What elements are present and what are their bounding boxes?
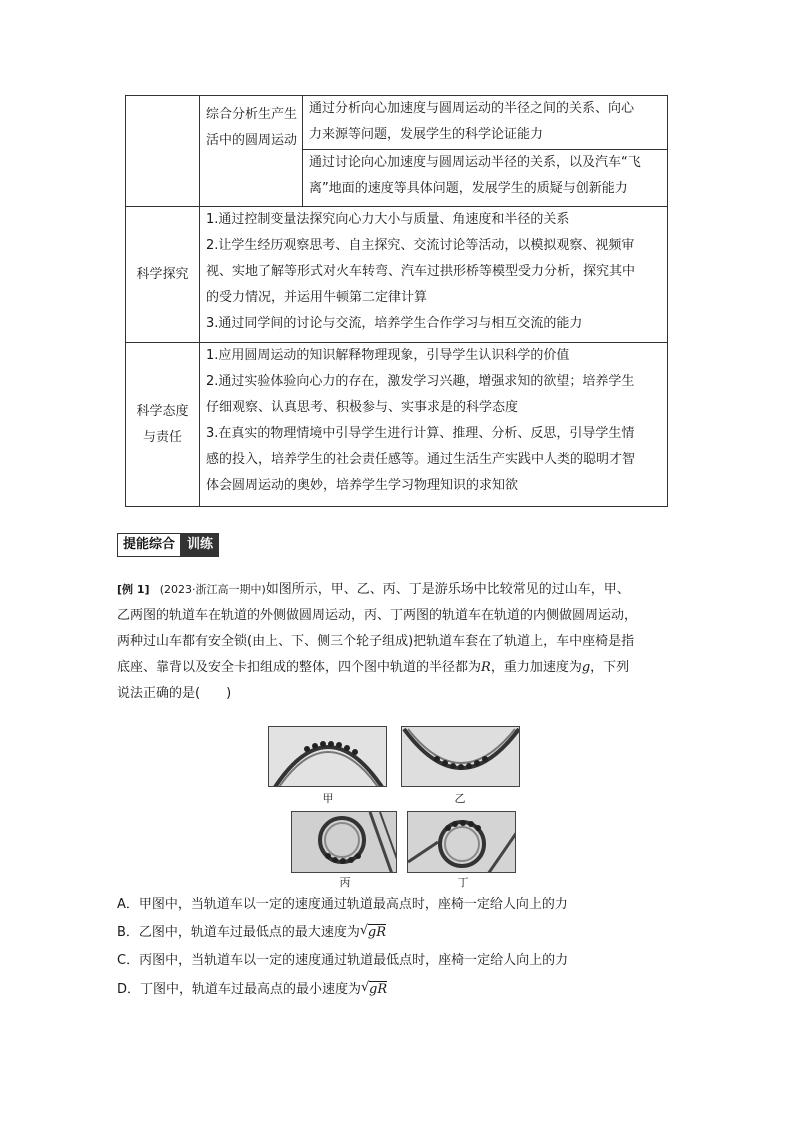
text-line: 3.在真实的物理情境中引导学生进行计算、推理、分析、反思，引导学生情 (206, 426, 635, 441)
text-line: 3.通过同学间的讨论与交流，培养学生合作学习与相互交流的能力 (206, 316, 583, 331)
text-line: 两种过山车都有安全锁(由上、下、侧三个轮子组成)把轨道车套在了轨道上，车中座椅是指 (117, 634, 635, 649)
option-a[interactable]: A．甲图中，当轨道车以一定的速度通过轨道最高点时，座椅一定给人向上的力 (117, 897, 568, 912)
question-line-1 (117, 577, 677, 603)
section-title-a: 提能综合 (117, 533, 181, 557)
row2-content (200, 207, 668, 342)
text-line: 2.让学生经历观察思考、自主探究、交流讨论等活动，以模拟观察、视频审 (206, 238, 635, 253)
caption-bing: 丙 (339, 876, 351, 889)
option-c[interactable]: C．丙图中，当轨道车以一定的速度通过轨道最低点时，座椅一定给人向上的力 (117, 953, 569, 968)
section-title-b: 训练 (181, 533, 219, 557)
var-r: R (481, 660, 491, 675)
var-g: g (581, 660, 591, 675)
option-b-text: B．乙图中，轨道车过最低点的最大速度为 (117, 925, 360, 940)
figure-yi (401, 726, 520, 787)
text-line: 说法正确的是( ) (117, 686, 232, 701)
label-line: 科学态度 (136, 404, 189, 419)
example-question (117, 577, 677, 707)
section-heading (117, 533, 219, 557)
text-line: 1.应用圆周运动的知识解释物理现象，引导学生认识科学的价值 (206, 348, 570, 363)
figure-jia (268, 726, 387, 787)
sqrt-gr: √ gR (360, 923, 386, 943)
text-line: 通过分析向心加速度与圆周运动的半径之间的关系、向心 (309, 101, 635, 116)
row1-desc-a (303, 96, 668, 149)
sqrt-gr: √ gR (361, 980, 387, 1000)
caption-yi: 乙 (454, 792, 466, 805)
text-line: 感的投入，培养学生的社会责任感等。通过生活生产实践中人类的聪明才智 (206, 452, 636, 467)
text-line: 乙两图的轨道车在轨道的外侧做圆周运动，丙、丁两图的轨道车在轨道的内侧做圆周运动， (117, 608, 638, 623)
question-line-4: 底座、靠背以及安全卡扣组成的整体，四个图中轨道的半径都为R，重力加速度为g，下列 (117, 660, 630, 675)
row3-label (126, 343, 199, 507)
text-line: 1.通过控制变量法探究向心力大小与质量、角速度和半径的关系 (206, 212, 570, 227)
option-b[interactable] (117, 923, 386, 943)
objectives-table (125, 95, 668, 507)
text-line: 离”地面的速度等具体问题，发展学生的质疑与创新能力 (309, 181, 628, 196)
row1-mid-label: 综合分析生产生活中的圆周运动 (206, 107, 298, 148)
text-line: 如图所示，甲、乙、丙、丁是游乐场中比较常见的过山车，甲、 (265, 582, 630, 597)
row2-label: 科学探究 (136, 266, 189, 282)
text-line: 体会圆周运动的奥妙，培养学生学习物理知识的求知欲 (206, 478, 519, 493)
text-line: 2.通过实验体验向心力的存在，激发学习兴趣，增强求知的欲望；培养学生 (206, 374, 635, 389)
caption-jia: 甲 (322, 792, 334, 805)
text-line: 通过讨论向心加速度与圆周运动半径的关系，以及汽车“飞 (309, 155, 641, 170)
example-source: (2023·浙江高一期中) (159, 583, 266, 596)
example-tag: [例 1] (117, 583, 150, 596)
text-line: 力来源等问题，发展学生的科学论证能力 (309, 127, 544, 142)
caption-ding: 丁 (457, 876, 469, 889)
figure-ding (407, 811, 516, 873)
text-line: 的受力情况，并运用牛顿第二定律计算 (206, 290, 428, 305)
row1-desc-b (303, 150, 668, 206)
text-line: 仔细观察、认真思考、积极参与、实事求是的科学态度 (206, 400, 519, 415)
label-line: 与责任 (142, 430, 182, 445)
option-d[interactable] (117, 980, 387, 1000)
figure-bing (291, 811, 397, 873)
text-line: 视、实地了解等形式对火车转弯、汽车过拱形桥等模型受力分析，探究其中 (206, 264, 636, 279)
row3-content (200, 343, 668, 507)
option-d-text: D．丁图中，轨道车过最高点的最小速度为 (117, 982, 362, 997)
